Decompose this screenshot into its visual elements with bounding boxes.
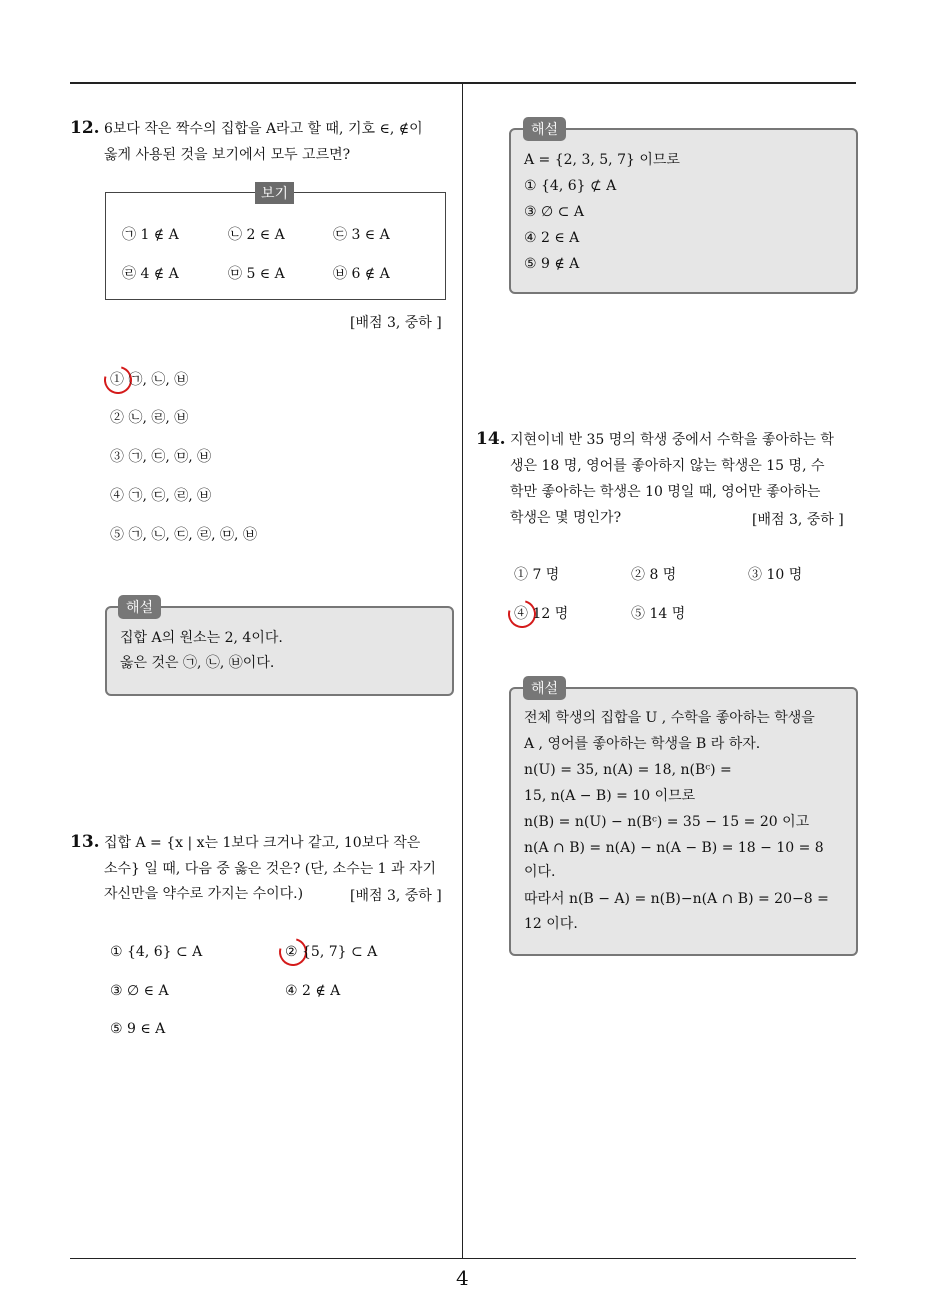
q12-bogi-item: ㉡ 2 ∈ A [228, 227, 285, 243]
q14-choice-2[interactable]: ② 8 명 [631, 567, 677, 583]
q12-choice-4[interactable]: ④ ㉠, ㉢, ㉣, ㉥ [110, 488, 212, 504]
q13-solution-line: ⑤ 9 ∉ A [524, 256, 580, 272]
bottom-rule [70, 1258, 856, 1259]
page-number: 4 [456, 1266, 469, 1290]
q14-points: [배점 3, 중하 ] [752, 512, 844, 528]
q14-solution-line: n(U) = 35, n(A) = 18, n(Bᶜ) = [524, 762, 732, 778]
q14-choice-5[interactable]: ⑤ 14 명 [631, 606, 686, 622]
q14-choice-1[interactable]: ① 7 명 [514, 567, 560, 583]
column-divider [462, 82, 463, 1259]
q14-choice-3[interactable]: ③ 10 명 [748, 567, 803, 583]
q12-bogi-label: 보기 [255, 182, 294, 204]
q14-solution-line: 12 이다. [524, 916, 578, 932]
q12-choice-1[interactable]: ① ㉠, ㉡, ㉥ [110, 372, 189, 388]
q13-solution-line: A = {2, 3, 5, 7} 이므로 [524, 152, 680, 168]
q12-bogi-item: ㉥ 6 ∉ A [333, 266, 390, 282]
q14-solution-line: 이다. [524, 864, 556, 880]
q13-choice-1[interactable]: ① {4, 6} ⊂ A [110, 944, 203, 960]
q14-text-line3: 학만 좋아하는 학생은 10 명일 때, 영어만 좋아하는 [510, 484, 821, 500]
q12-choice-5[interactable]: ⑤ ㉠, ㉡, ㉢, ㉣, ㉤, ㉥ [110, 527, 257, 543]
q13-choice-4[interactable]: ④ 2 ∉ A [285, 983, 341, 999]
q12-bogi-item: ㉠ 1 ∉ A [122, 227, 179, 243]
q12-solution-line: 옳은 것은 ㉠, ㉡, ㉥이다. [120, 655, 275, 671]
q13-text-line2: 소수} 일 때, 다음 중 옳은 것은? (단, 소수는 1 과 자기 [104, 861, 437, 877]
q14-text-line2: 생은 18 명, 영어를 좋아하지 않는 학생은 15 명, 수 [510, 458, 825, 474]
q14-solution-line: 따라서 n(B − A) = n(B)−n(A ∩ B) = 20−8 = [524, 891, 829, 907]
q12-choice-3[interactable]: ③ ㉠, ㉢, ㉤, ㉥ [110, 449, 212, 465]
q12-bogi-box [105, 192, 446, 300]
q12-points: [배점 3, 중하 ] [350, 315, 442, 331]
q13-choice-3[interactable]: ③ ∅ ∈ A [110, 983, 169, 999]
q14-text-line4: 학생은 몇 명인가? [510, 510, 622, 526]
q13-solution-line: ③ ∅ ⊂ A [524, 204, 584, 220]
q14-text-line1: 지현이네 반 35 명의 학생 중에서 수학을 좋아하는 학 [510, 432, 834, 448]
q12-number: 12. [70, 118, 100, 138]
q14-solution-line: n(B) = n(U) − n(Bᶜ) = 35 − 15 = 20 이고 [524, 814, 810, 830]
q12-solution-box [105, 606, 454, 696]
q13-number: 13. [70, 832, 100, 852]
q12-text-line1: 6보다 작은 짝수의 집합을 A라고 할 때, 기호 ∈, ∉이 [104, 121, 423, 137]
q13-text-line3: 자신만을 약수로 가지는 수이다.) [104, 886, 304, 902]
q12-solution-line: 집합 A의 원소는 2, 4이다. [120, 630, 283, 646]
q13-choice-5[interactable]: ⑤ 9 ∈ A [110, 1021, 166, 1037]
q14-solution-line: 전체 학생의 집합을 U , 수학을 좋아하는 학생을 [524, 710, 815, 726]
q14-solution-line: 15, n(A − B) = 10 이므로 [524, 788, 696, 804]
q12-choice-2[interactable]: ② ㉡, ㉣, ㉥ [110, 410, 189, 426]
q14-choice-4[interactable]: ④ 12 명 [514, 606, 569, 622]
q13-choice-2[interactable]: ② {5, 7} ⊂ A [285, 944, 378, 960]
q14-solution-label: 해설 [523, 676, 566, 700]
q12-solution-label: 해설 [118, 595, 161, 619]
q14-solution-line: n(A ∩ B) = n(A) − n(A − B) = 18 − 10 = 8 [524, 840, 824, 856]
q13-solution-label: 해설 [523, 117, 566, 141]
q12-text-line2: 옳게 사용된 것을 보기에서 모두 고르면? [104, 147, 351, 163]
q12-bogi-item: ㉢ 3 ∈ A [333, 227, 390, 243]
q13-points: [배점 3, 중하 ] [350, 888, 442, 904]
q13-solution-line: ④ 2 ∈ A [524, 230, 580, 246]
q14-number: 14. [476, 429, 506, 449]
q13-text-line1: 집합 A = {x | x는 1보다 크거나 같고, 10보다 작은 [104, 835, 421, 851]
q12-bogi-item: ㉣ 4 ∉ A [122, 266, 179, 282]
q14-solution-line: A , 영어를 좋아하는 학생을 B 라 하자. [524, 736, 761, 752]
q12-bogi-item: ㉤ 5 ∈ A [228, 266, 285, 282]
top-rule [70, 82, 856, 84]
q13-solution-line: ① {4, 6} ⊄ A [524, 178, 617, 194]
